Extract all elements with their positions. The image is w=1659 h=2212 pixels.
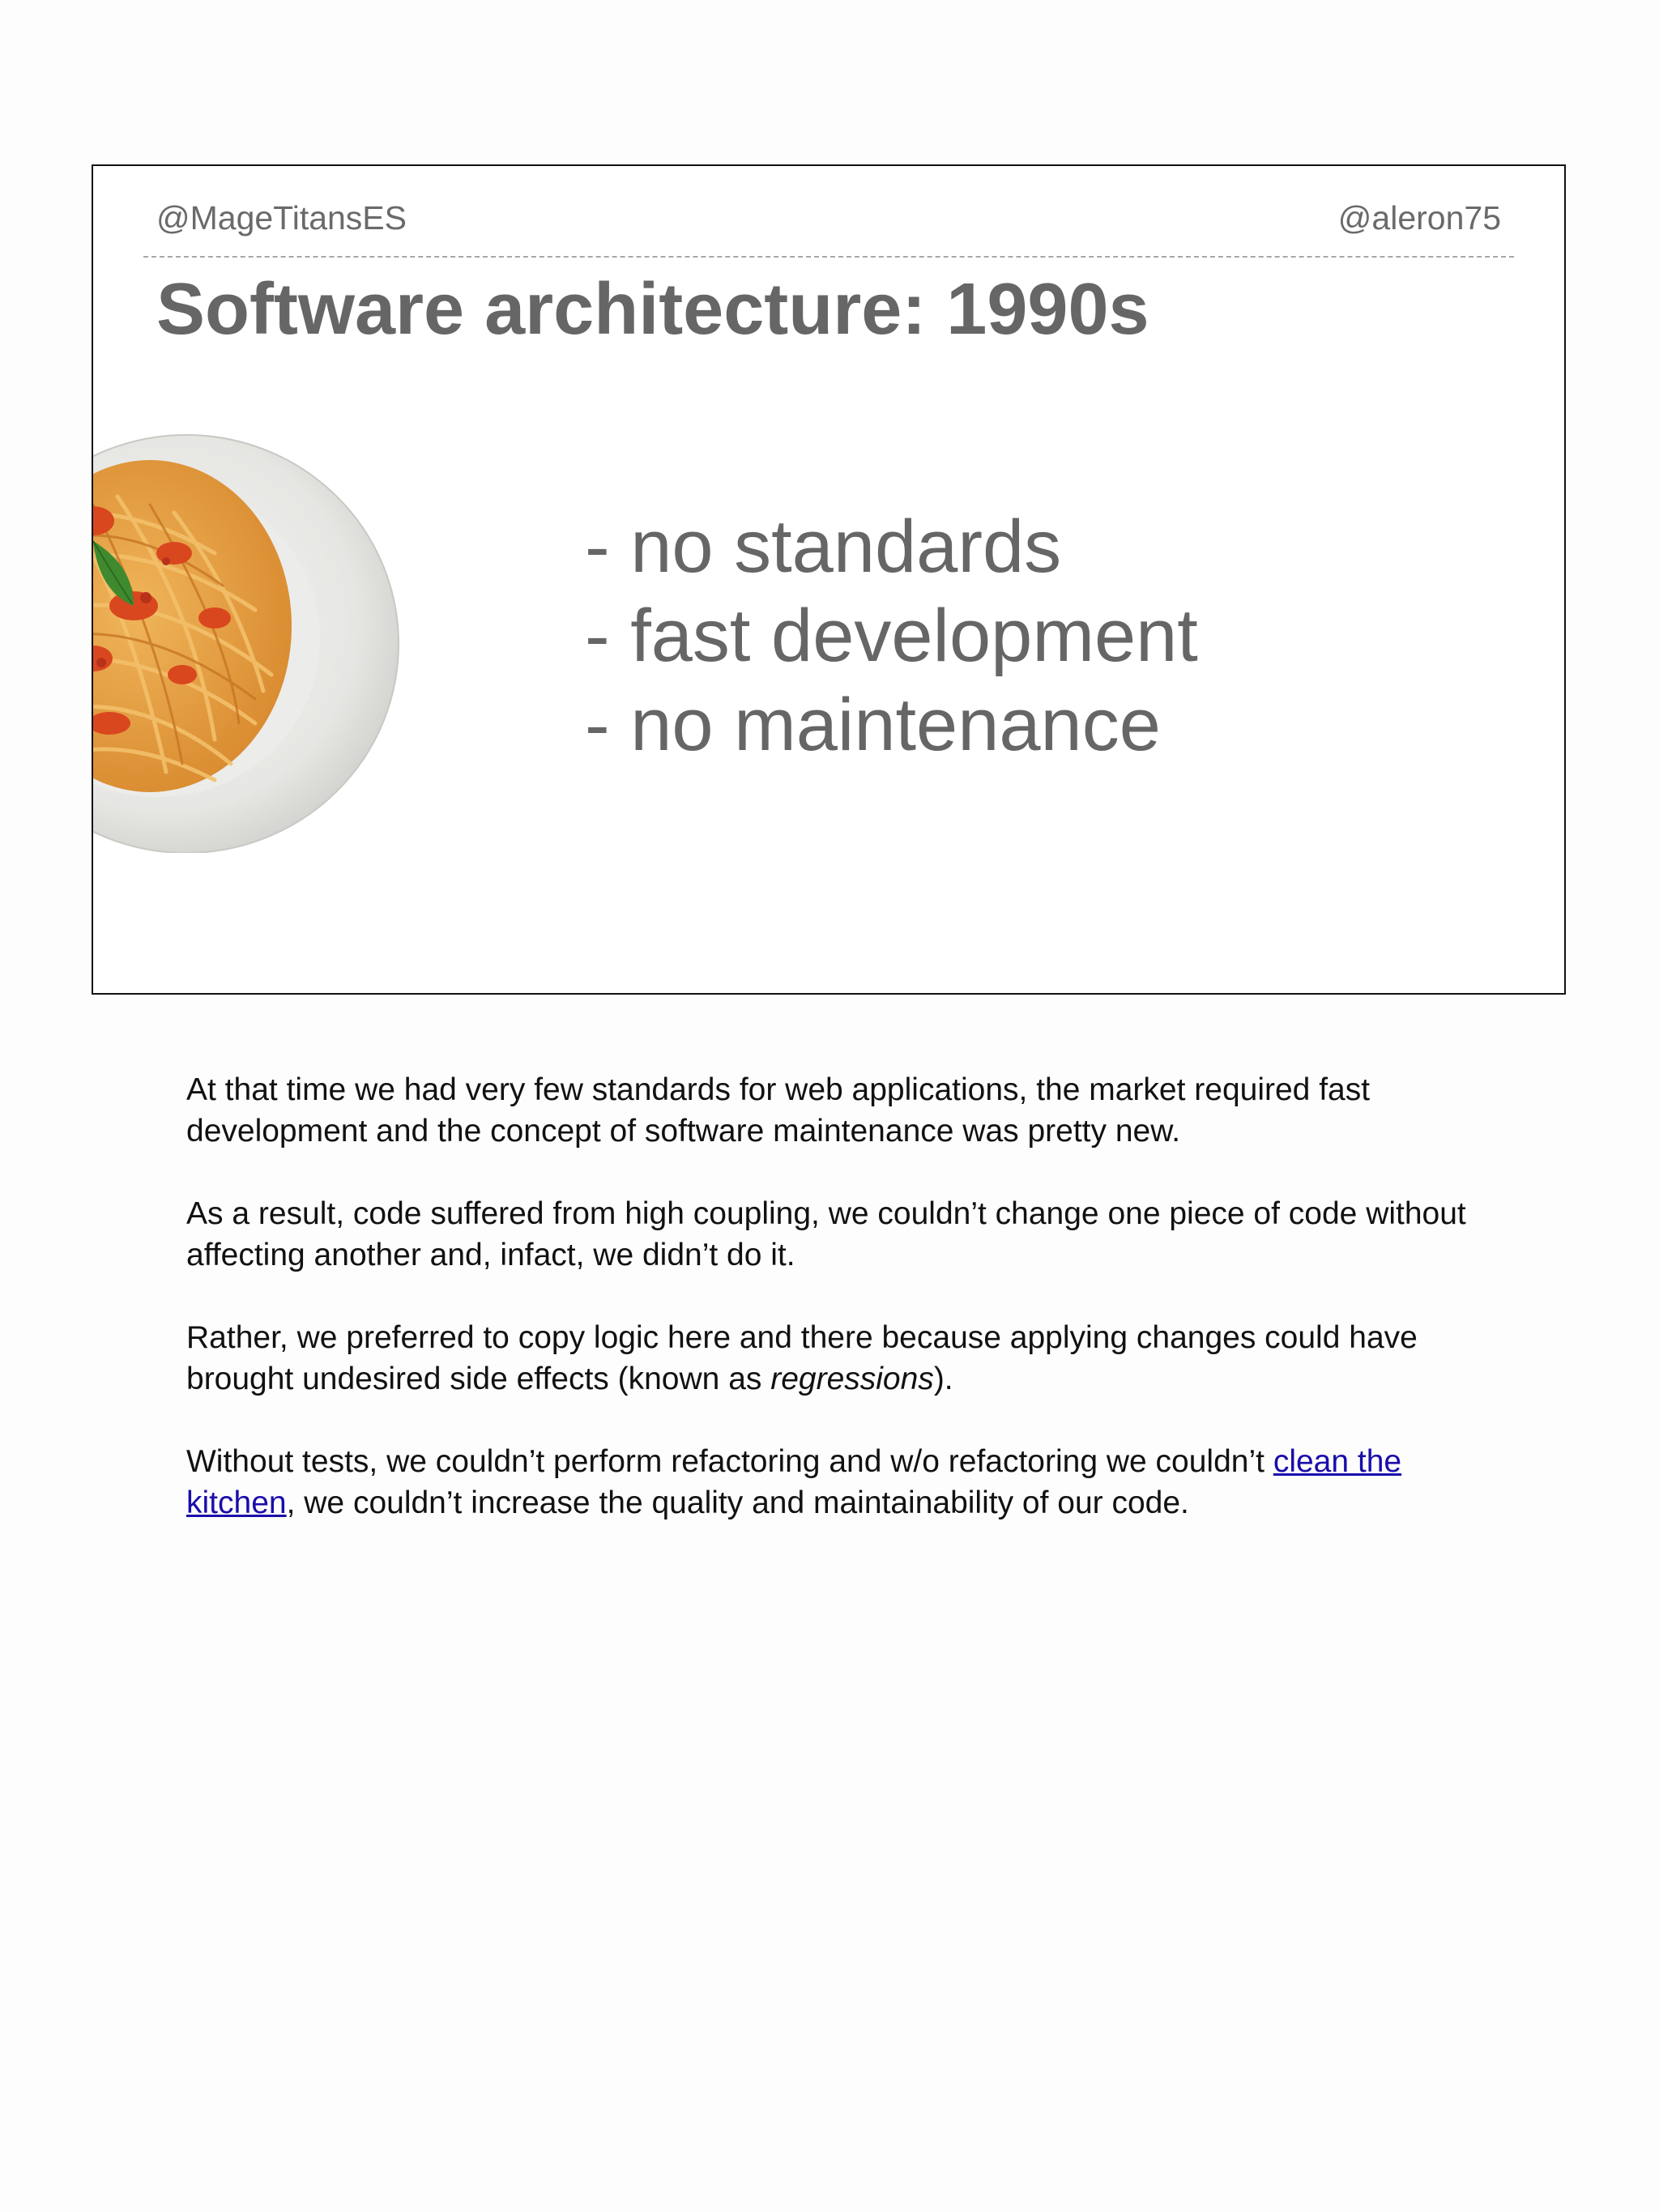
notes-paragraph: [186, 1441, 1499, 1524]
notes-text: ).: [933, 1362, 953, 1396]
speaker-notes: [186, 1069, 1499, 1565]
notes-paragraph: As a result, code suffered from high coupling, we couldn’t change one piece of code without affecting another and, infact, we didn’t do it.: [186, 1196, 1466, 1272]
twitter-handle-left: @MageTitansES: [156, 199, 407, 237]
slide-title: Software architecture: 1990s: [156, 269, 1149, 350]
bullet-item: - no standards: [585, 505, 1062, 588]
bullet-item: - no maintenance: [585, 684, 1161, 766]
notes-paragraph: [186, 1317, 1499, 1400]
dashed-divider: [143, 256, 1514, 258]
clean-the-kitchen-link[interactable]: clean the kitchen: [186, 1444, 1402, 1520]
emphasis-text: regressions: [770, 1362, 934, 1396]
bullet-list: [585, 502, 1198, 769]
notes-text: Rather, we preferred to copy logic here and there because applying changes could have brought undesired side effects (known as: [186, 1320, 1418, 1396]
notes-text: , we couldn’t increase the quality and maintainability of our code.: [286, 1485, 1189, 1520]
spaghetti-plate-image: [92, 432, 425, 853]
bullet-item: - fast development: [585, 595, 1198, 677]
notes-text: Without tests, we couldn’t perform refactoring and w/o refactoring we couldn’t: [186, 1444, 1273, 1479]
notes-paragraph: At that time we had very few standards for web applications, the market required fast development and the concept of software maintenance was pretty new.: [186, 1072, 1371, 1149]
twitter-handle-right: @aleron75: [1337, 199, 1501, 237]
slide: [92, 164, 1566, 995]
